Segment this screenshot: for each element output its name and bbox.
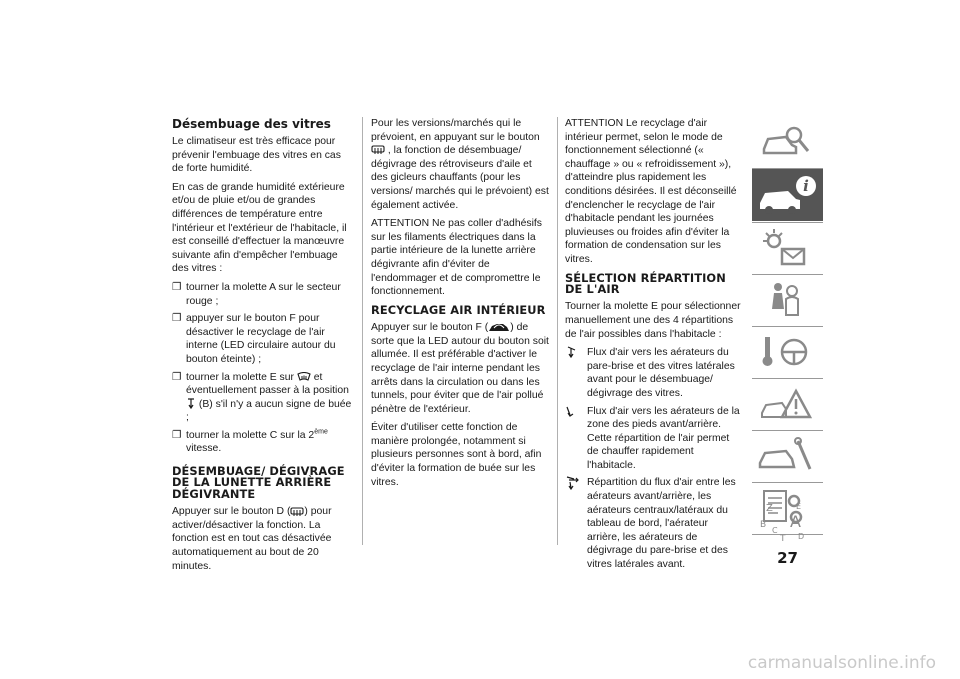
- tab-starting[interactable]: [752, 327, 823, 377]
- list-item: ❐ tourner la molette A sur le secteur rouge ;: [172, 281, 341, 307]
- list-item: Répartition du flux d'air entre les aérateurs avant/arrière, les aérateurs centraux/latéraux du tableau de bord, l'aérateur arrière, les aérateurs de dégivrage du pare-brise et des vitres latérales avant.: [565, 476, 743, 571]
- paragraph: Appuyer sur le bouton D ( ) pour activer/désactiver la fonction. La fonction est en tout cas désactivée automatiquement au bout de 20 minutes.: [172, 506, 332, 572]
- car-info-icon: [752, 169, 823, 221]
- column-2: [371, 117, 549, 494]
- tab-car-info[interactable]: [752, 169, 823, 221]
- column-3: [565, 117, 743, 576]
- page-number: 27: [777, 549, 798, 567]
- checkbox-bullet-icon: ❐: [172, 371, 182, 383]
- paragraph: Tourner la molette E pour sélectionner manuellement une des 4 répartitions de l'air possibles dans l'habitacle :: [565, 301, 741, 340]
- tab-maintenance[interactable]: [752, 431, 823, 481]
- index-letter: B: [760, 520, 767, 530]
- list-item: ❐ tourner la molette C sur la 2ème vitesse.: [172, 428, 328, 455]
- air-windscreen-feet-icon: [186, 398, 196, 410]
- index-letter: A: [790, 512, 801, 531]
- tab-lights-messages[interactable]: [752, 223, 823, 273]
- tab-car-search[interactable]: [752, 117, 823, 167]
- tab-index[interactable]: [752, 497, 823, 545]
- air-flow-feet-icon: [565, 405, 577, 419]
- people-seat-icon: [752, 275, 823, 325]
- rear-window-defrost-icon: [290, 507, 304, 517]
- section-heading-recyclage: RECYCLAGE AIR INTÉRIEUR: [371, 302, 546, 317]
- section-heading-lunette: DÉSEMBUAGE/ DÉGIVRAGE DE LA LUNETTE ARRIÈRE DÉGIVRANTE: [172, 464, 345, 501]
- air-flow-windscreen-icon: [565, 346, 577, 360]
- paragraph: Appuyer sur le bouton F ( ) de sorte que la LED autour du bouton soit allumée. Il est préférable d'activer le recyclage de l'air interne pendant les arrêts dans la circulation ou dans les tunnels, pour éviter que de l'air pollué pénètre de l'extérieur.: [371, 322, 549, 415]
- list-item: ❐ appuyer sur le bouton F pour désactiver le recyclage de l'air interne (LED circulaire autour du bouton éteinte) ;: [172, 313, 336, 365]
- car-warning-icon: [752, 379, 823, 429]
- light-mail-icon: [752, 223, 823, 273]
- car-search-icon: [752, 117, 823, 167]
- tab-emergency[interactable]: [752, 379, 823, 429]
- index-letter: T: [780, 534, 786, 544]
- paragraph: En cas de grande humidité extérieure et/ou de pluie et/ou de grandes différences de température entre l'intérieur et l'extérieur de l'habitacle, il est conseillé d'effectuer la manœuvre suivante afin d'empêcher l'embuage des vitres :: [172, 181, 347, 275]
- index-letter: C: [772, 526, 778, 535]
- index-letter: Z: [766, 503, 773, 514]
- chapter-sidebar: [752, 117, 823, 545]
- checkbox-bullet-icon: ❐: [172, 429, 182, 441]
- checkbox-bullet-icon: ❐: [172, 313, 182, 325]
- column-divider: [362, 117, 363, 545]
- svg-text:i: i: [803, 177, 809, 195]
- paragraph: ATTENTION Ne pas coller d'adhésifs sur les filaments électriques dans la partie intérieure de la lunette arrière dégivrante afin d'éviter de l'endommager et de compromettre le fonctionnement.: [371, 218, 542, 298]
- key-wheel-icon: [752, 327, 823, 377]
- watermark-text: carmanualsonline.info: [747, 653, 936, 673]
- section-heading-selection: SÉLECTION RÉPARTITION DE L'AIR: [565, 270, 726, 296]
- paragraph: Le climatiseur est très efficace pour prévenir l'embuage des vitres en cas de forte humidité.: [172, 136, 341, 175]
- column-divider: [557, 117, 558, 545]
- car-wrench-icon: [752, 431, 823, 481]
- windscreen-defrost-icon: [297, 372, 311, 382]
- index-letter: D: [798, 532, 805, 541]
- section-heading-desembuage: Désembuage des vitres: [172, 117, 331, 131]
- paragraph: ATTENTION Le recyclage d'air intérieur permet, selon le mode de fonctionnement sélectionné (« chauffage » ou « refroidissement »), d'atteindre plus rapidement les conditions désirées. Il est déconseillé d'enclencher le recyclage de l'air d'habitacle pendant les journées pluvieuses ou froides afin d'éviter la formation de condensation sur les vitres.: [565, 118, 737, 265]
- air-flow-all-icon: [565, 476, 581, 490]
- list-item: Flux d'air vers les aérateurs de la zone des pieds avant/arrière. Cette répartition de l'air permet de chauffer rapidement l'habitacle.: [565, 405, 743, 473]
- alphabet-index-icon: [752, 497, 823, 545]
- tab-safety[interactable]: [752, 275, 823, 325]
- index-letter: E: [796, 502, 802, 511]
- paragraph: Éviter d'utiliser cette fonction de manière prolongée, notamment si plusieurs personnes sont à bord, afin d'éviter la formation de buée sur les vitres.: [371, 422, 542, 488]
- column-1: [172, 117, 355, 578]
- recirculation-car-icon: [488, 322, 510, 332]
- paragraph: Pour les versions/marchés qui le prévoient, en appuyant sur le bouton , la fonction de désembuage/ dégivrage des rétroviseurs d'aile et des gicleurs chauffants (pour les versions/ marchés qui le prévoient) est également activée.: [371, 118, 549, 211]
- rear-window-defrost-icon: [371, 145, 385, 155]
- list-item: Flux d'air vers les aérateurs du pare-brise et des vitres latérales avant pour le désembuage/ dégivrage des vitres.: [565, 346, 743, 400]
- list-item: ❐ tourner la molette E sur et éventuellement passer à la position (B) s'il n'y a aucun signe de buée ;: [172, 371, 352, 424]
- checkbox-bullet-icon: ❐: [172, 281, 182, 293]
